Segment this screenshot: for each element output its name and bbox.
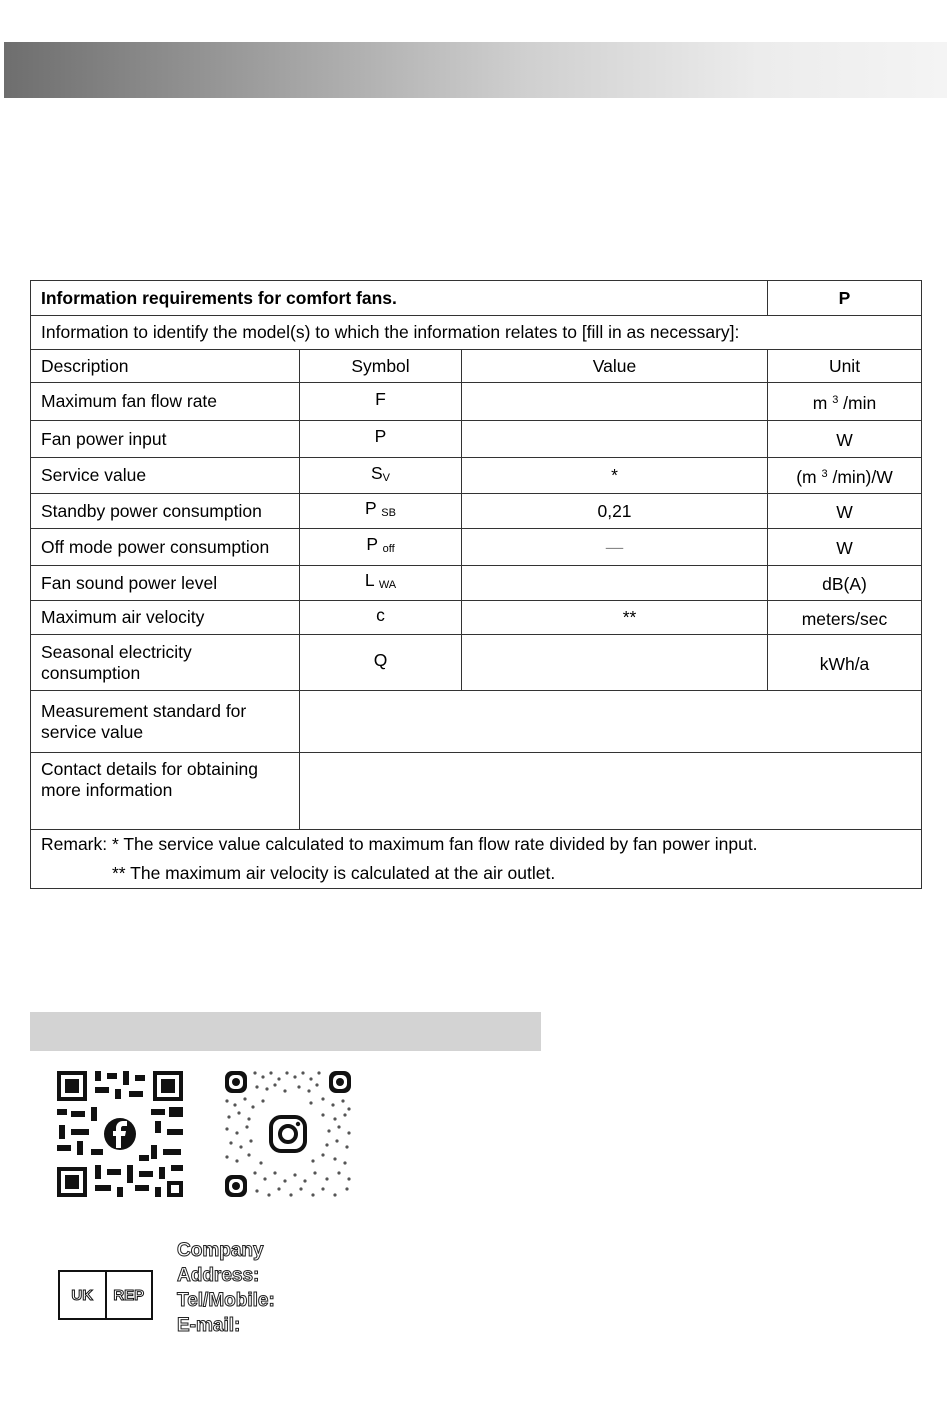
uk-rep-right: REP <box>105 1272 152 1318</box>
email-label: E-mail: <box>177 1315 241 1336</box>
row-description: Maximum air velocity <box>31 601 300 635</box>
table-row <box>31 601 922 635</box>
table-header-row <box>31 281 922 316</box>
table-row <box>31 421 922 458</box>
row-unit: m $^3$ /min <box>768 383 922 421</box>
symbol-header: Symbol <box>300 350 462 383</box>
address-label: Address: <box>177 1265 260 1286</box>
uk-rep-left: UK <box>71 1286 94 1304</box>
remark-text <box>31 830 922 889</box>
column-header-row <box>31 350 922 383</box>
row-symbol: P <box>300 421 462 458</box>
model-cell: P <box>768 281 922 316</box>
row-symbol: Q <box>300 635 462 691</box>
table-row <box>31 635 922 691</box>
table-row <box>31 383 922 421</box>
row-description: Fan power input <box>31 421 300 458</box>
tel-mobile-label: Tel/Mobile: <box>177 1290 275 1311</box>
measurement-standard-value <box>300 691 922 753</box>
contact-details-row <box>31 753 922 830</box>
identify-row <box>31 316 922 350</box>
measurement-standard-row <box>31 691 922 753</box>
row-unit: kWh/a <box>768 635 922 691</box>
identify-text: Information to identify the model(s) to which the information relates to [fill in as necessary]: <box>31 316 922 350</box>
row-unit: meters/sec <box>768 601 922 635</box>
row-value <box>462 421 768 458</box>
row-unit: (m $^3$ /min)/W <box>768 458 922 494</box>
row-unit: W <box>768 494 922 529</box>
value-header: Value <box>462 350 768 383</box>
row-unit: dB(A) <box>768 566 922 601</box>
table-row <box>31 494 922 529</box>
contact-details-value <box>300 753 922 830</box>
row-value <box>462 566 768 601</box>
row-symbol: L $_{WA}$ <box>300 566 462 601</box>
row-value: ** <box>462 601 768 635</box>
table-title: Information requirements for comfort fans. <box>31 281 768 316</box>
facebook-icon <box>104 1118 136 1150</box>
row-description: Service value <box>31 458 300 494</box>
table-row <box>31 529 922 566</box>
description-header: Description <box>31 350 300 383</box>
contact-details-label: Contact details for obtaining more information <box>31 753 300 830</box>
row-description: Maximum fan flow rate <box>31 383 300 421</box>
row-value: — <box>462 529 768 566</box>
row-unit: W <box>768 421 922 458</box>
company-label: Company <box>177 1240 264 1261</box>
row-unit: W <box>768 529 922 566</box>
table-row <box>31 566 922 601</box>
uk-rep-symbol <box>58 1270 153 1320</box>
row-value <box>462 383 768 421</box>
remark-line-1: Remark: * The service value calculated to maximum fan flow rate divided by fan power input. <box>41 834 758 854</box>
row-symbol: P $_{SB}$ <box>300 494 462 529</box>
uk-rep-contact-labels <box>177 1238 275 1338</box>
table-row <box>31 458 922 494</box>
row-description: Off mode power consumption <box>31 529 300 566</box>
instagram-icon <box>271 1117 305 1151</box>
measurement-standard-label: Measurement standard for service value <box>31 691 300 753</box>
social-section-bar <box>30 1012 541 1051</box>
row-value: * <box>462 458 768 494</box>
row-description: Standby power consumption <box>31 494 300 529</box>
row-value <box>462 635 768 691</box>
remark-row <box>31 830 922 889</box>
qr-code-image <box>223 1069 353 1199</box>
row-symbol: $S_V$ <box>300 458 462 494</box>
qr-code-image <box>55 1069 185 1199</box>
unit-header: Unit <box>768 350 922 383</box>
row-value: 0,21 <box>462 494 768 529</box>
row-description: Seasonal electricity consumption <box>31 635 300 691</box>
row-description: Fan sound power level <box>31 566 300 601</box>
row-symbol: P $_{off}$ <box>300 529 462 566</box>
row-symbol: c <box>300 601 462 635</box>
remark-line-2: ** The maximum air velocity is calculated at the air outlet. <box>112 863 556 883</box>
facebook-qr-code <box>55 1069 185 1199</box>
row-symbol: F <box>300 383 462 421</box>
comfort-fan-information-table <box>30 280 922 889</box>
header-banner <box>4 42 947 98</box>
instagram-qr-code <box>223 1069 353 1199</box>
